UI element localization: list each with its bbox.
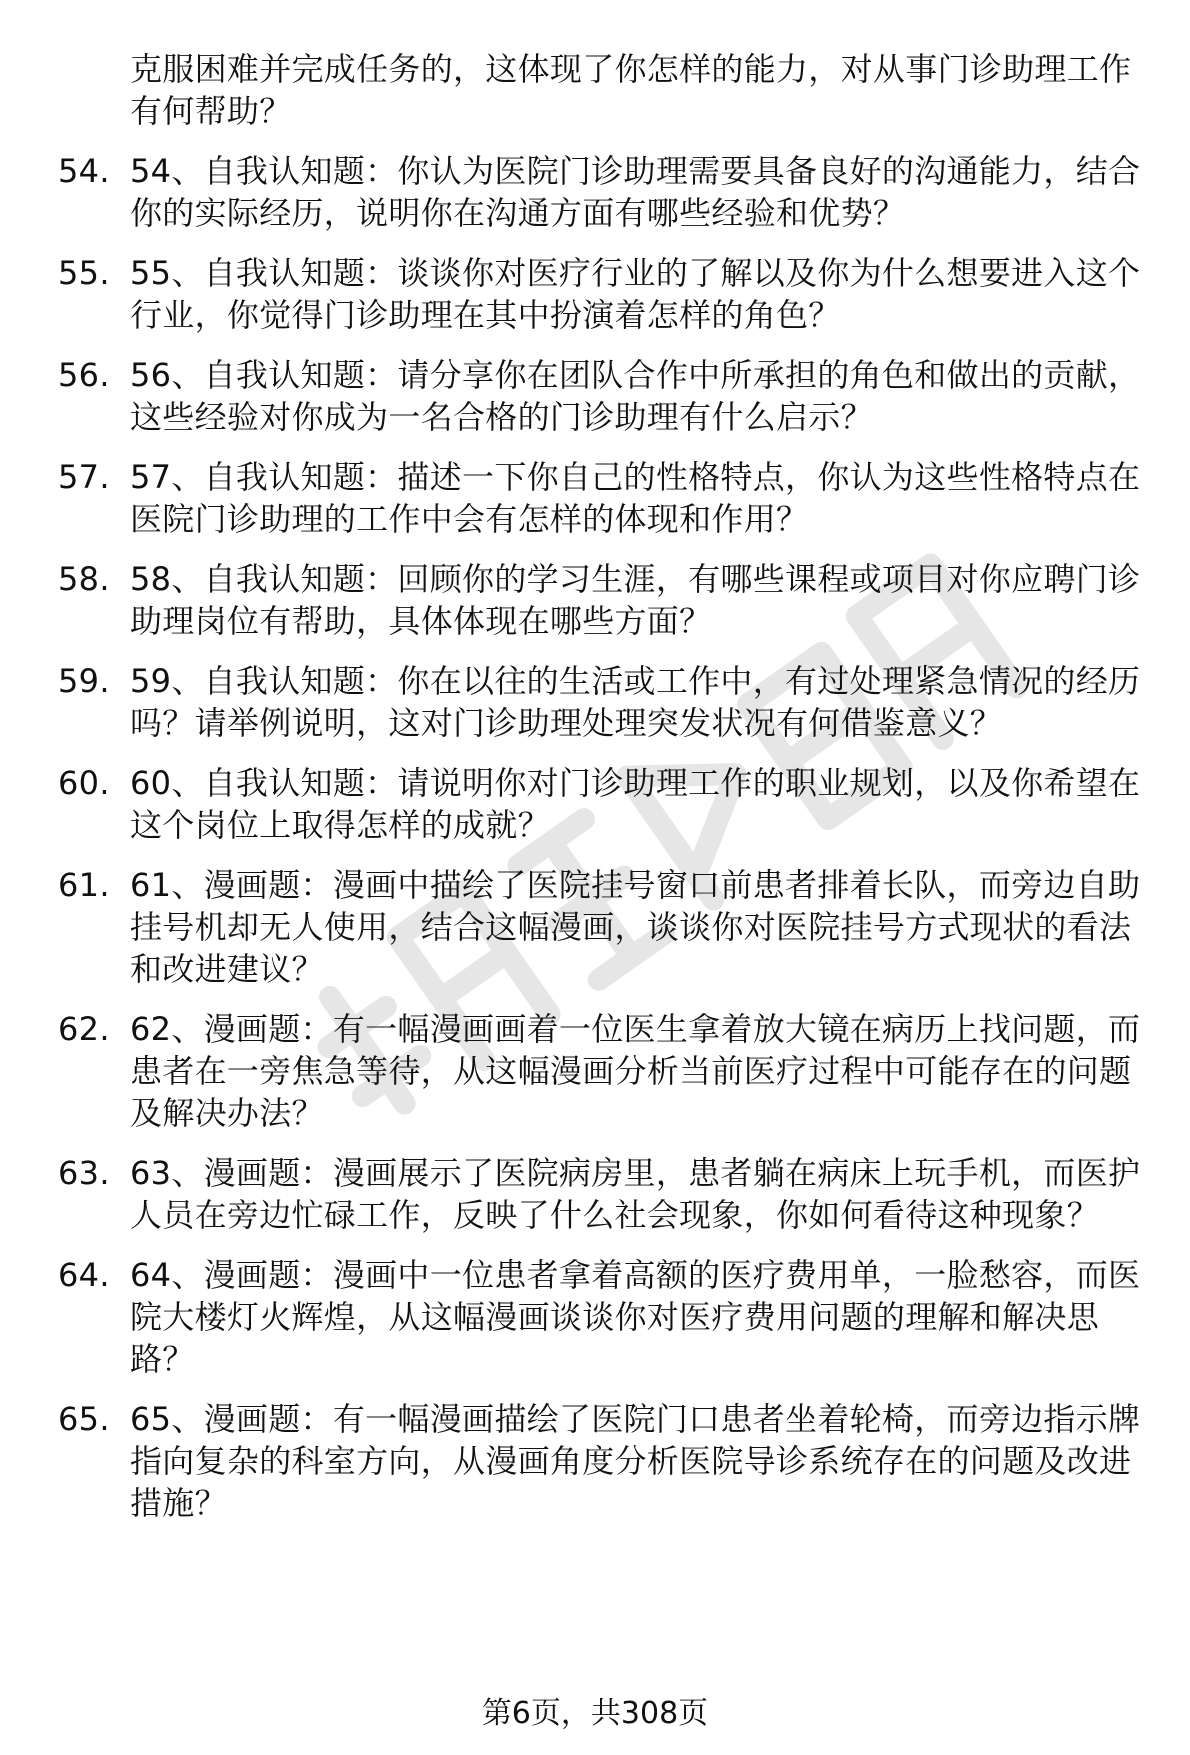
question-text: 65、漫画题：有一幅漫画描绘了医院门口患者坐着轮椅，而旁边指示牌指向复杂的科室方向，从漫画角度分析医院导诊系统存在的问题及改进措施？ bbox=[130, 1400, 1141, 1522]
list-item bbox=[58, 150, 1148, 234]
list-item bbox=[58, 1008, 1148, 1134]
list-item bbox=[58, 864, 1148, 990]
question-number: 60. bbox=[58, 764, 110, 802]
continuation-text: 克服困难并完成任务的，这体现了你怎样的能力，对从事门诊助理工作有何帮助？ bbox=[130, 50, 1132, 130]
list-item bbox=[58, 558, 1148, 642]
question-number: 56. bbox=[58, 356, 110, 394]
page-footer: 第6页，共308页 bbox=[481, 1696, 709, 1731]
question-text: 58、自我认知题：回顾你的学习生涯，有哪些课程或项目对你应聘门诊助理岗位有帮助，具体体现在哪些方面？ bbox=[130, 560, 1141, 640]
list-item bbox=[58, 660, 1148, 744]
question-number: 58. bbox=[58, 560, 110, 598]
question-number: 65. bbox=[58, 1400, 110, 1438]
question-text: 54、自我认知题：你认为医院门诊助理需要具备良好的沟通能力，结合你的实际经历，说明你在沟通方面有哪些经验和优势？ bbox=[130, 152, 1141, 232]
question-text: 64、漫画题：漫画中一位患者拿着高额的医疗费用单，一脸愁容，而医院大楼灯火辉煌，从这幅漫画谈谈你对医疗费用问题的理解和解决思路？ bbox=[130, 1256, 1141, 1378]
question-text: 63、漫画题：漫画展示了医院病房里，患者躺在病床上玩手机，而医护人员在旁边忙碌工作，反映了什么社会现象，你如何看待这种现象？ bbox=[130, 1154, 1141, 1234]
list-item bbox=[58, 252, 1148, 336]
question-text: 59、自我认知题：你在以往的生活或工作中，有过处理紧急情况的经历吗？请举例说明，这对门诊助理处理突发状况有何借鉴意义？ bbox=[130, 662, 1141, 742]
question-text: 56、自我认知题：请分享你在团队合作中所承担的角色和做出的贡献，这些经验对你成为一名合格的门诊助理有什么启示？ bbox=[130, 356, 1141, 436]
question-number: 55. bbox=[58, 254, 110, 292]
question-text: 62、漫画题：有一幅漫画画着一位医生拿着放大镜在病历上找问题，而患者在一旁焦急等待，从这幅漫画分析当前医疗过程中可能存在的问题及解决办法？ bbox=[130, 1010, 1141, 1132]
question-text: 60、自我认知题：请说明你对门诊助理工作的职业规划，以及你希望在这个岗位上取得怎样的成就？ bbox=[130, 764, 1141, 844]
question-number: 62. bbox=[58, 1010, 110, 1048]
list-item bbox=[58, 1398, 1148, 1524]
question-list bbox=[58, 150, 1148, 1524]
list-item bbox=[58, 762, 1148, 846]
question-number: 54. bbox=[58, 152, 110, 190]
question-text: 57、自我认知题：描述一下你自己的性格特点，你认为这些性格特点在医院门诊助理的工作中会有怎样的体现和作用？ bbox=[130, 458, 1141, 538]
question-number: 64. bbox=[58, 1256, 110, 1294]
question-number: 57. bbox=[58, 458, 110, 496]
question-number: 61. bbox=[58, 866, 110, 904]
question-text: 61、漫画题：漫画中描绘了医院挂号窗口前患者排着长队，而旁边自助挂号机却无人使用，结合这幅漫画，谈谈你对医院挂号方式现状的看法和改进建议？ bbox=[130, 866, 1141, 988]
question-text: 55、自我认知题：谈谈你对医疗行业的了解以及你为什么想要进入这个行业，你觉得门诊助理在其中扮演着怎样的角色？ bbox=[130, 254, 1141, 334]
list-item bbox=[58, 354, 1148, 438]
question-number: 59. bbox=[58, 662, 110, 700]
list-item bbox=[58, 456, 1148, 540]
question-number: 63. bbox=[58, 1154, 110, 1192]
list-item bbox=[58, 1254, 1148, 1380]
list-item bbox=[58, 1152, 1148, 1236]
question-list-container bbox=[58, 48, 1148, 1542]
